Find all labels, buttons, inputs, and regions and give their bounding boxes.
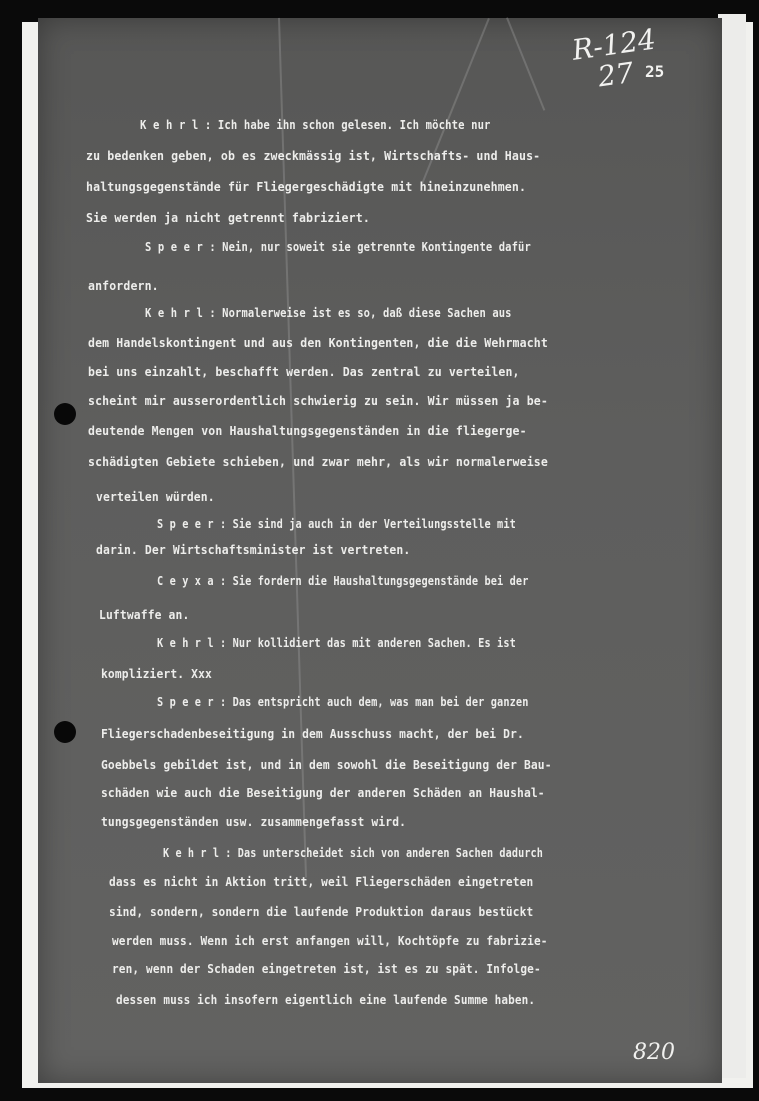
text-line: scheint mir ausserordentlich schwierig zu sein. Wir müssen ja be- — [88, 394, 548, 408]
text-line: Sie werden ja nicht getrennt fabriziert. — [86, 211, 370, 225]
text-line: Fliegerschadenbeseitigung in dem Ausschuss macht, der bei Dr. — [101, 727, 524, 741]
archive-mark-code: R-124 — [569, 22, 658, 67]
text-line: verteilen würden. — [96, 490, 215, 504]
text-line: S p e e r : Das entspricht auch dem, was man bei der ganzen — [157, 695, 529, 709]
text-line: K e h r l : Nur kollidiert das mit anderen Sachen. Es ist — [157, 636, 516, 650]
text-line: ren, wenn der Schaden eingetreten ist, ist es zu spät. Infolge- — [112, 962, 541, 976]
text-line: schädigten Gebiete schieben, und zwar mehr, als wir normalerweise — [88, 455, 548, 469]
page-number: 25 — [645, 62, 665, 81]
text-line: K e h r l : Das unterscheidet sich von anderen Sachen dadurch — [163, 846, 544, 860]
text-line: Luftwaffe an. — [99, 608, 190, 622]
text-line: schäden wie auch die Beseitigung der anderen Schäden an Haushal- — [101, 786, 545, 800]
text-line: K e h r l : Normalerweise ist es so, daß diese Sachen aus — [145, 306, 512, 320]
text-line: dem Handelskontingent und aus den Kontingenten, die die Wehrmacht — [88, 336, 548, 350]
archive-mark-number: 27 — [595, 55, 636, 94]
text-line: darin. Der Wirtschaftsminister ist vertreten. — [96, 543, 411, 557]
text-line: K e h r l : Ich habe ihn schon gelesen. Ich möchte nur — [140, 118, 491, 132]
text-line: Goebbels gebildet ist, und in dem sowohl die Beseitigung der Bau- — [101, 758, 552, 772]
text-line: sind, sondern, sondern die laufende Produktion daraus bestückt — [109, 905, 534, 919]
punch-hole-upper — [54, 403, 76, 425]
text-line: haltungsgegenstände für Fliegergeschädigte mit hineinzunehmen. — [86, 180, 527, 194]
fold-crease — [506, 17, 545, 110]
text-line: anfordern. — [88, 279, 159, 293]
text-line: zu bedenken geben, ob es zweckmässig ist, Wirtschafts- und Haus- — [86, 149, 541, 163]
text-line: C e y x a : Sie fordern die Haushaltungsgegenstände bei der — [157, 574, 529, 588]
text-line: deutende Mengen von Haushaltungsgegenständen in die fliegerge- — [88, 424, 527, 438]
folio-number: 820 — [633, 1040, 675, 1065]
text-line: dass es nicht in Aktion tritt, weil Fliegerschäden eingetreten — [109, 875, 534, 889]
text-line: bei uns einzahlt, beschafft werden. Das zentral zu verteilen, — [88, 365, 520, 379]
text-line: tungsgegenständen usw. zusammengefasst wird. — [101, 815, 407, 829]
text-line: S p e e r : Sie sind ja auch in der Verteilungsstelle mit — [157, 517, 516, 531]
text-line: werden muss. Wenn ich erst anfangen will, Kochtöpfe zu fabrizie- — [112, 934, 548, 948]
fold-crease — [278, 18, 307, 878]
text-line: kompliziert. Xxx — [101, 667, 212, 681]
paper-edge — [718, 14, 746, 1078]
punch-hole-lower — [54, 721, 76, 743]
text-line: dessen muss ich insofern eigentlich eine laufende Summe haben. — [116, 993, 536, 1007]
archive-mark — [569, 22, 665, 95]
text-line: S p e e r : Nein, nur soweit sie getrennte Kontingente dafür — [145, 240, 531, 254]
